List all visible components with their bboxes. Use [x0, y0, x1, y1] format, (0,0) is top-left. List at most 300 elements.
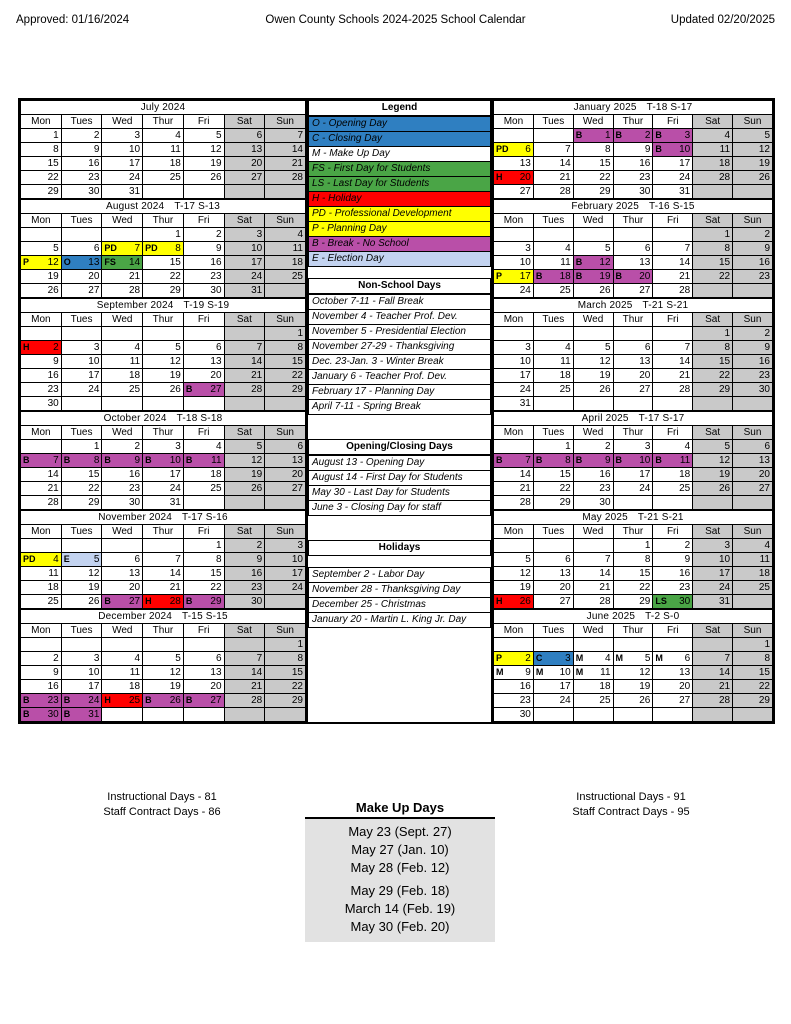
day-cell-8 [265, 652, 306, 666]
day-cell-empty [693, 708, 733, 722]
day-number: 4 [175, 130, 181, 141]
day-number: 4 [604, 653, 611, 664]
dow-header-mon: Mon [21, 313, 62, 327]
day-number: 19 [639, 681, 651, 692]
day-cell-12 [693, 454, 733, 468]
day-number: 3 [724, 540, 731, 551]
day-number: 10 [519, 356, 531, 367]
day-cell-empty [653, 496, 693, 510]
day-number: 6 [565, 554, 571, 565]
day-number: 15 [291, 356, 303, 367]
day-cell-19 [183, 157, 224, 171]
day-cell-15 [573, 157, 613, 171]
day-code-label: P [23, 257, 30, 267]
day-cell-16 [613, 157, 653, 171]
dow-header-tues: Tues [61, 115, 102, 129]
right-instructional-days: Instructional Days - 91 [576, 791, 686, 803]
day-cell-25 [143, 171, 184, 185]
make-up-days-title: Make Up Days [305, 800, 495, 819]
day-number: 18 [718, 158, 731, 169]
make-up-day-item: May 28 (Feb. 12) [350, 860, 450, 875]
day-cell-8 [265, 341, 306, 355]
day-number: 16 [251, 568, 263, 579]
month-day-counts: T-17 S-13 [174, 201, 221, 212]
week-row [494, 228, 773, 242]
day-cell-21 [224, 680, 265, 694]
day-number: 20 [88, 271, 100, 282]
day-number: 5 [604, 342, 611, 353]
day-cell-29 [613, 595, 653, 609]
day-number: 8 [764, 653, 770, 664]
day-number: 17 [88, 681, 100, 692]
day-cell-4 [693, 129, 733, 143]
dow-header-tues: Tues [61, 313, 102, 327]
legend-item: P - Planning Day [309, 222, 491, 237]
day-number: 24 [291, 582, 303, 593]
day-cell-empty [573, 708, 613, 722]
holidays-item: September 2 - Labor Day [309, 568, 491, 583]
month-title: May 2025 T-21 S-21 [494, 511, 773, 525]
opening-closing-days-item: August 13 - Opening Day [309, 456, 491, 471]
month-table-september-2024 [20, 298, 306, 411]
day-cell-16 [653, 567, 693, 581]
day-number: 30 [758, 384, 770, 395]
day-number: 12 [210, 144, 222, 155]
day-cell-22 [693, 369, 733, 383]
day-number: 21 [519, 483, 531, 494]
day-number: 15 [758, 667, 770, 678]
non-school-days-item: October 7-11 - Fall Break [309, 295, 491, 310]
day-number: 20 [251, 158, 263, 169]
day-cell-15 [143, 256, 184, 270]
day-number: 25 [559, 285, 571, 296]
day-code-label: FS [104, 257, 116, 267]
day-cell-31 [653, 185, 693, 199]
day-number: 24 [519, 285, 531, 296]
day-number: 27 [88, 285, 100, 296]
day-cell-18 [102, 369, 143, 383]
day-cell-10 [613, 454, 653, 468]
day-cell-empty [265, 397, 306, 411]
week-row [21, 228, 306, 242]
day-cell-16 [733, 256, 773, 270]
dow-header-wed: Wed [573, 624, 613, 638]
day-cell-18 [102, 680, 143, 694]
day-number: 12 [47, 257, 59, 268]
dow-header-wed: Wed [102, 426, 143, 440]
day-cell-23 [224, 581, 265, 595]
month-day-counts: T-19 S-19 [183, 300, 230, 311]
day-number: 18 [758, 568, 770, 579]
day-cell-empty [61, 539, 102, 553]
day-cell-28 [494, 496, 534, 510]
day-number: 17 [169, 469, 181, 480]
week-row [494, 341, 773, 355]
week-row [494, 369, 773, 383]
left-column-footer [18, 790, 306, 820]
day-cell-24 [61, 694, 102, 708]
dow-header-sun: Sun [265, 426, 306, 440]
day-number: 11 [679, 455, 691, 466]
day-number: 17 [639, 469, 651, 480]
day-number: 26 [599, 285, 611, 296]
legend-item: H - Holiday [309, 192, 491, 207]
day-number: 7 [256, 653, 263, 664]
day-cell-empty [21, 440, 62, 454]
day-number: 21 [679, 271, 691, 282]
day-cell-14 [653, 256, 693, 270]
day-cell-5 [613, 652, 653, 666]
week-row [21, 468, 306, 482]
day-number: 10 [88, 356, 100, 367]
month-table-november-2024 [20, 510, 306, 609]
day-cell-1 [573, 129, 613, 143]
dow-header-mon: Mon [21, 525, 62, 539]
day-number: 31 [251, 285, 263, 296]
day-code-label: PD [23, 554, 36, 564]
day-number: 30 [128, 497, 141, 508]
dow-header-wed: Wed [102, 115, 143, 129]
week-row [494, 397, 773, 411]
day-cell-empty [733, 496, 773, 510]
day-cell-9 [102, 454, 143, 468]
day-cell-28 [653, 284, 693, 298]
week-row [494, 708, 773, 722]
day-cell-2 [21, 652, 62, 666]
make-up-day-item: March 14 (Feb. 19) [344, 901, 456, 916]
day-cell-empty [61, 228, 102, 242]
dow-header-fri: Fri [183, 525, 224, 539]
day-cell-6 [533, 553, 573, 567]
day-cell-31 [143, 496, 184, 510]
day-number: 23 [47, 695, 59, 706]
day-cell-22 [693, 270, 733, 284]
right-month-column [493, 100, 773, 722]
day-number: 6 [215, 342, 222, 353]
day-number: 18 [559, 271, 571, 282]
day-cell-empty [224, 496, 265, 510]
day-cell-20 [183, 680, 224, 694]
day-cell-5 [573, 341, 613, 355]
day-cell-empty [102, 228, 143, 242]
day-cell-30 [494, 708, 534, 722]
day-cell-14 [21, 468, 62, 482]
day-code-label: H [145, 596, 152, 606]
day-cell-27 [533, 595, 573, 609]
right-staff-contract-days: Staff Contract Days - 95 [572, 806, 690, 818]
dow-header-sun: Sun [265, 313, 306, 327]
day-number: 23 [210, 271, 222, 282]
day-number: 19 [88, 582, 100, 593]
day-code-label: C [535, 653, 543, 663]
day-cell-28 [573, 595, 613, 609]
day-code-label: B [63, 695, 71, 705]
dow-header-wed: Wed [102, 313, 143, 327]
day-cell-26 [21, 284, 62, 298]
day-cell-empty [533, 129, 573, 143]
day-cell-7 [573, 553, 613, 567]
day-cell-21 [653, 270, 693, 284]
day-number: 3 [297, 540, 303, 551]
day-cell-24 [265, 581, 306, 595]
day-number: 22 [291, 681, 303, 692]
day-number: 28 [679, 285, 691, 296]
day-cell-26 [733, 171, 773, 185]
week-row [494, 680, 773, 694]
day-number: 20 [210, 681, 222, 692]
day-number: 28 [291, 172, 303, 183]
day-number: 26 [47, 285, 59, 296]
day-number: 15 [88, 469, 100, 480]
week-row [21, 171, 306, 185]
day-cell-11 [102, 666, 143, 680]
day-cell-8 [693, 341, 733, 355]
day-number: 21 [128, 271, 141, 282]
holidays-title: Holidays [309, 541, 491, 556]
dow-header-sat: Sat [693, 525, 733, 539]
day-cell-9 [61, 143, 102, 157]
week-row [494, 185, 773, 199]
day-cell-30 [183, 284, 224, 298]
day-cell-15 [613, 567, 653, 581]
day-number: 27 [639, 384, 651, 395]
dow-header-tues: Tues [533, 426, 573, 440]
day-number: 3 [525, 342, 531, 353]
day-number: 26 [169, 384, 181, 395]
day-number: 10 [718, 554, 731, 565]
day-number: 8 [53, 144, 59, 155]
day-number: 11 [211, 455, 222, 466]
week-row [494, 638, 773, 652]
day-number: 18 [210, 469, 222, 480]
dow-header-tues: Tues [533, 525, 573, 539]
day-number: 16 [758, 257, 770, 268]
day-number: 18 [291, 257, 303, 268]
day-cell-empty [265, 185, 306, 199]
day-cell-15 [533, 468, 573, 482]
day-number: 14 [291, 144, 303, 155]
day-number: 20 [291, 469, 303, 480]
day-number: 6 [684, 653, 691, 664]
day-cell-21 [21, 482, 62, 496]
day-cell-3 [533, 652, 573, 666]
day-number: 14 [679, 356, 691, 367]
day-number: 12 [169, 356, 181, 367]
day-number: 14 [599, 568, 611, 579]
dow-header-sun: Sun [265, 525, 306, 539]
day-number: 17 [718, 568, 731, 579]
day-number: 25 [559, 384, 571, 395]
day-number: 23 [758, 271, 770, 282]
week-row [21, 581, 306, 595]
day-cell-29 [693, 383, 733, 397]
week-row [21, 595, 306, 609]
day-number: 24 [679, 172, 691, 183]
day-cell-8 [61, 454, 102, 468]
day-cell-26 [183, 171, 224, 185]
dow-header-thur: Thur [613, 313, 653, 327]
day-code-label: PD [145, 243, 158, 253]
day-cell-6 [224, 129, 265, 143]
day-number: 31 [88, 709, 100, 720]
day-cell-8 [573, 143, 613, 157]
day-cell-23 [573, 482, 613, 496]
day-number: 29 [210, 596, 222, 607]
day-number: 7 [684, 342, 691, 353]
day-number: 2 [684, 540, 691, 551]
week-row [21, 454, 306, 468]
day-number: 22 [169, 271, 181, 282]
day-cell-19 [573, 270, 613, 284]
day-number: 23 [758, 370, 770, 381]
dow-header-thur: Thur [613, 525, 653, 539]
day-cell-27 [61, 284, 102, 298]
day-number: 17 [679, 158, 691, 169]
day-number: 7 [525, 455, 531, 466]
day-cell-2 [573, 440, 613, 454]
dow-header-tues: Tues [533, 313, 573, 327]
day-number: 18 [599, 681, 611, 692]
day-number: 28 [559, 186, 571, 197]
day-number: 17 [128, 158, 141, 169]
dow-header-wed: Wed [102, 214, 143, 228]
dow-header-mon: Mon [21, 115, 62, 129]
dow-header-tues: Tues [61, 624, 102, 638]
day-number: 16 [88, 158, 100, 169]
day-cell-empty [143, 327, 184, 341]
month-day-counts: T-21 S-21 [637, 512, 684, 523]
day-number: 17 [559, 681, 571, 692]
day-cell-5 [143, 341, 184, 355]
day-cell-10 [143, 454, 184, 468]
day-number: 6 [256, 130, 263, 141]
day-cell-23 [653, 581, 693, 595]
day-code-label: B [575, 257, 583, 267]
day-number: 26 [210, 172, 222, 183]
day-number: 23 [128, 483, 141, 494]
day-cell-13 [533, 567, 573, 581]
week-row [494, 468, 773, 482]
day-cell-empty [183, 327, 224, 341]
day-number: 11 [560, 257, 571, 268]
dow-header-sat: Sat [224, 214, 265, 228]
week-row [21, 539, 306, 553]
day-cell-6 [183, 341, 224, 355]
day-cell-22 [143, 270, 184, 284]
week-row [494, 567, 773, 581]
day-number: 27 [679, 695, 691, 706]
day-number: 5 [256, 441, 263, 452]
day-number: 1 [565, 441, 571, 452]
day-code-label: M [615, 653, 624, 663]
day-code-label: B [185, 455, 193, 465]
approved-date: Approved: 01/16/2024 [16, 14, 130, 26]
dow-header-wed: Wed [573, 115, 613, 129]
day-cell-12 [21, 256, 62, 270]
day-number: 11 [759, 554, 770, 565]
week-row [21, 666, 306, 680]
day-number: 28 [519, 497, 531, 508]
day-cell-22 [265, 369, 306, 383]
dow-header-sun: Sun [733, 525, 773, 539]
panel-spacer [308, 516, 491, 540]
day-number: 10 [519, 257, 531, 268]
day-cell-empty [21, 539, 62, 553]
day-number: 21 [47, 483, 59, 494]
day-cell-empty [21, 638, 62, 652]
day-number: 28 [718, 695, 731, 706]
week-row [494, 454, 773, 468]
month-title: February 2025 T-16 S-15 [494, 200, 773, 214]
day-number: 1 [764, 639, 770, 650]
opening-closing-days-item: August 14 - First Day for Students [309, 471, 491, 486]
day-cell-28 [21, 496, 62, 510]
dow-header-mon: Mon [494, 624, 534, 638]
day-cell-18 [533, 369, 573, 383]
day-number: 4 [565, 243, 571, 254]
day-cell-15 [265, 666, 306, 680]
day-cell-16 [21, 369, 62, 383]
day-number: 24 [128, 172, 141, 183]
month-table-december-2024 [20, 609, 306, 722]
day-number: 17 [519, 271, 531, 282]
day-cell-empty [265, 496, 306, 510]
day-number: 8 [565, 455, 571, 466]
day-cell-16 [494, 680, 534, 694]
day-cell-28 [693, 694, 733, 708]
dow-header-thur: Thur [613, 426, 653, 440]
day-cell-6 [613, 242, 653, 256]
day-number: 23 [599, 483, 611, 494]
dow-header-mon: Mon [494, 214, 534, 228]
day-cell-empty [533, 708, 573, 722]
day-cell-25 [21, 595, 62, 609]
dow-header-sun: Sun [733, 624, 773, 638]
day-code-label: B [145, 455, 152, 465]
day-cell-25 [533, 284, 573, 298]
month-table-august-2024 [20, 199, 306, 298]
day-number: 3 [256, 229, 263, 240]
left-month-column [20, 100, 308, 722]
month-day-counts: T-18 S-17 [646, 102, 693, 113]
day-cell-empty [653, 228, 693, 242]
day-number: 3 [175, 441, 181, 452]
day-number: 11 [600, 667, 611, 678]
week-row [494, 482, 773, 496]
day-number: 21 [599, 582, 611, 593]
day-cell-12 [573, 355, 613, 369]
day-cell-empty [265, 595, 306, 609]
day-number: 1 [724, 328, 731, 339]
day-number: 6 [297, 441, 303, 452]
day-number: 5 [215, 130, 222, 141]
day-cell-7 [693, 652, 733, 666]
day-number: 13 [679, 667, 691, 678]
week-row [21, 567, 306, 581]
week-row [494, 270, 773, 284]
day-number: 8 [215, 554, 222, 565]
day-code-label: O [63, 257, 71, 267]
day-cell-27 [653, 694, 693, 708]
day-cell-23 [61, 171, 102, 185]
legend-item: E - Election Day [309, 252, 491, 267]
day-cell-3 [494, 242, 534, 256]
day-cell-14 [573, 567, 613, 581]
day-cell-26 [613, 694, 653, 708]
non-school-days-item: November 5 - Presidential Election [309, 325, 491, 340]
day-cell-empty [494, 228, 534, 242]
day-number: 14 [47, 469, 59, 480]
